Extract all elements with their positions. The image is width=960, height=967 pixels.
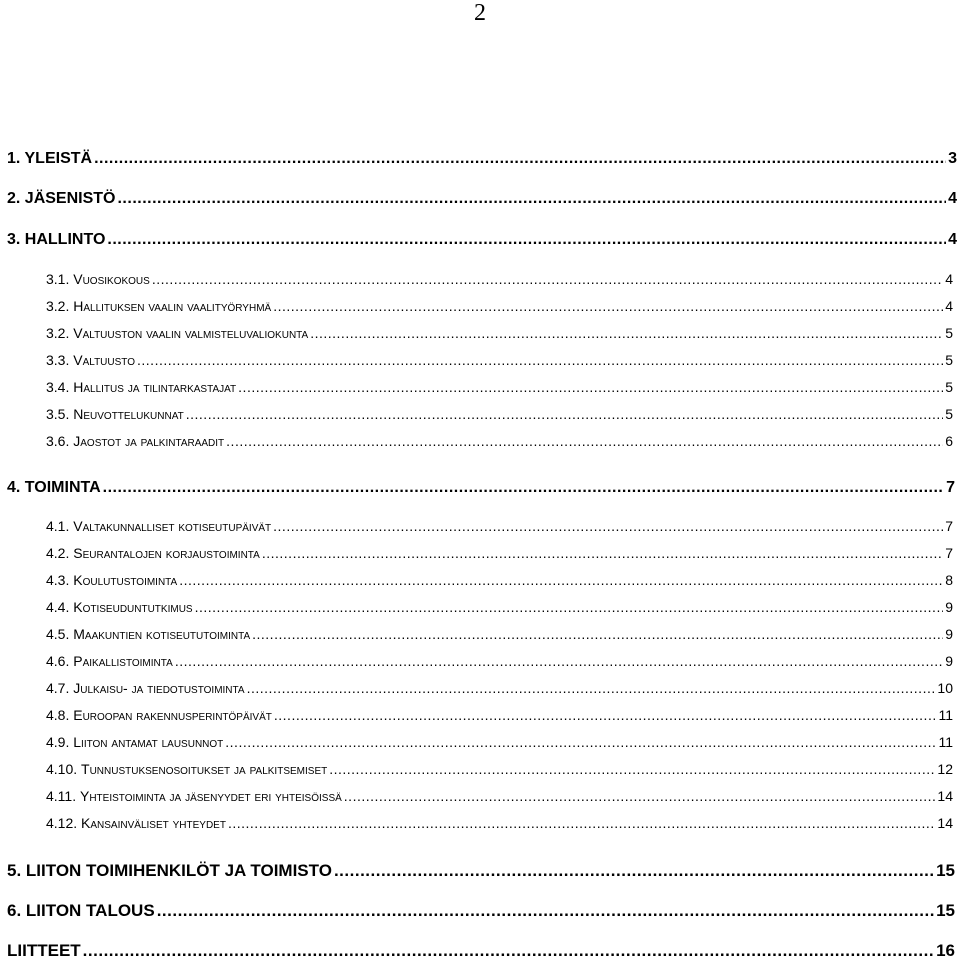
toc-title: Maakuntien kotiseututoiminta bbox=[73, 626, 251, 642]
toc-entry-liitteet[interactable] bbox=[7, 941, 955, 967]
toc-entry-3-3[interactable] bbox=[46, 352, 953, 378]
toc-title: HALLINTO bbox=[24, 231, 106, 248]
toc-title: Valtuusto bbox=[73, 352, 136, 368]
toc-page: 11 bbox=[938, 734, 953, 750]
toc-leader bbox=[274, 707, 937, 723]
toc-page: 5 bbox=[945, 379, 953, 395]
toc-title: Neuvottelukunnat bbox=[73, 406, 184, 422]
toc-title: Hallituksen vaalin vaalityöryhmä bbox=[73, 298, 272, 314]
toc-title: Kotiseuduntutkimus bbox=[73, 599, 193, 615]
toc-entry-4-4[interactable] bbox=[46, 599, 953, 625]
toc-page: 4 bbox=[945, 298, 953, 314]
toc-entry-1[interactable] bbox=[7, 150, 957, 176]
toc-entry-3-1[interactable] bbox=[46, 271, 953, 297]
toc-page: 14 bbox=[937, 788, 953, 804]
toc-entry-4-2[interactable] bbox=[46, 545, 953, 571]
toc-leader bbox=[175, 653, 943, 669]
toc-leader bbox=[238, 379, 943, 395]
toc-entry-2[interactable] bbox=[7, 190, 957, 216]
toc-entry-6[interactable] bbox=[7, 901, 955, 927]
toc-leader bbox=[273, 518, 943, 534]
toc-number: 2. bbox=[7, 190, 21, 207]
toc-number: 1. bbox=[7, 150, 21, 167]
toc-leader bbox=[103, 479, 944, 497]
toc-number: 4.1. bbox=[46, 518, 70, 534]
toc-page: 12 bbox=[937, 761, 953, 777]
toc-number: 3.2. bbox=[46, 298, 70, 314]
toc-number: 4. bbox=[7, 479, 21, 496]
toc-title: Jaostot ja palkintaraadit bbox=[73, 433, 225, 449]
toc-leader bbox=[329, 761, 935, 777]
toc-number: 4.12. bbox=[46, 815, 78, 831]
toc-leader bbox=[152, 271, 943, 287]
toc-title: Paikallistoiminta bbox=[73, 653, 173, 669]
toc-entry-4-8[interactable] bbox=[46, 707, 953, 733]
toc-number: 4.5. bbox=[46, 626, 70, 642]
toc-entry-4-3[interactable] bbox=[46, 572, 953, 598]
toc-entry-4-5[interactable] bbox=[46, 626, 953, 652]
toc-number: 4.11. bbox=[46, 788, 77, 804]
toc-number: 4.2. bbox=[46, 545, 70, 561]
toc-leader bbox=[334, 861, 934, 881]
toc-title: LIITON TALOUS bbox=[25, 901, 155, 920]
toc-entry-4-9[interactable] bbox=[46, 734, 953, 760]
toc-page: 3 bbox=[948, 150, 957, 167]
toc-number: 4.10. bbox=[46, 761, 78, 777]
toc-entry-4[interactable] bbox=[7, 479, 955, 505]
toc-title: Valtuuston vaalin valmisteluvaliokunta bbox=[73, 325, 309, 341]
page-number: 2 bbox=[474, 0, 486, 26]
toc-title: Kansainväliset yhteydet bbox=[81, 815, 226, 831]
toc-number: 3.1. bbox=[46, 271, 70, 287]
toc-title: TOIMINTA bbox=[24, 479, 101, 496]
toc-number: 3.6. bbox=[46, 433, 70, 449]
toc-leader bbox=[117, 190, 946, 208]
toc-page: 5 bbox=[945, 325, 953, 341]
toc-leader bbox=[137, 352, 943, 368]
toc-page: 7 bbox=[945, 545, 953, 561]
toc-page: 9 bbox=[945, 653, 953, 669]
toc-title: Tunnustuksenosoitukset ja palkitsemiset bbox=[81, 761, 328, 777]
toc-number: 5. bbox=[7, 861, 22, 880]
toc-page: 6 bbox=[945, 433, 953, 449]
toc-number: 4.6. bbox=[46, 653, 70, 669]
toc-entry-3-4[interactable] bbox=[46, 379, 953, 405]
toc-page: 15 bbox=[936, 861, 955, 880]
toc-title: Liiton antamat lausunnot bbox=[73, 734, 224, 750]
toc-leader bbox=[94, 150, 946, 168]
toc-entry-4-12[interactable] bbox=[46, 815, 953, 841]
toc-leader bbox=[83, 941, 934, 961]
toc-title: Yhteistoiminta ja jäsenyydet eri yhteisöissä bbox=[80, 788, 342, 804]
toc-entry-4-10[interactable] bbox=[46, 761, 953, 787]
toc-entry-4-7[interactable] bbox=[46, 680, 953, 706]
toc-title: LIITON TOIMIHENKILÖT JA TOIMISTO bbox=[25, 861, 332, 880]
toc-number: 3.5. bbox=[46, 406, 70, 422]
toc-page: 7 bbox=[946, 479, 955, 496]
toc-title: Koulutustoiminta bbox=[73, 572, 178, 588]
toc-leader bbox=[310, 325, 943, 341]
toc-leader bbox=[273, 298, 943, 314]
toc-page: 11 bbox=[938, 707, 953, 723]
toc-title: Vuosikokous bbox=[73, 271, 150, 287]
toc-page: 15 bbox=[936, 901, 955, 920]
toc-number: 4.7. bbox=[46, 680, 70, 696]
toc-number: 6. bbox=[7, 901, 22, 920]
toc-number: 4.9. bbox=[46, 734, 70, 750]
toc-number: 3. bbox=[7, 231, 21, 248]
toc-leader bbox=[226, 433, 943, 449]
toc-page: 5 bbox=[945, 352, 953, 368]
toc-title: LIITTEET bbox=[7, 941, 81, 960]
toc-number: 3.3. bbox=[46, 352, 70, 368]
toc-page: 9 bbox=[945, 599, 953, 615]
toc-leader bbox=[225, 734, 936, 750]
toc-number: 3.2. bbox=[46, 325, 70, 341]
toc-page: 8 bbox=[945, 572, 953, 588]
toc-leader bbox=[344, 788, 936, 804]
toc-title: Valtakunnalliset kotiseutupäivät bbox=[73, 518, 272, 534]
toc-entry-3-6[interactable] bbox=[46, 433, 953, 459]
toc-title: Seurantalojen korjaustoiminta bbox=[73, 545, 260, 561]
toc-leader bbox=[252, 626, 943, 642]
toc-leader bbox=[157, 901, 934, 921]
toc-entry-3[interactable] bbox=[7, 231, 957, 257]
toc-leader bbox=[247, 680, 936, 696]
toc-entry-4-1[interactable] bbox=[46, 518, 953, 544]
toc-entry-3-5[interactable] bbox=[46, 406, 953, 432]
toc-page: 14 bbox=[937, 815, 953, 831]
toc-number: 3.4. bbox=[46, 379, 70, 395]
toc-entry-5[interactable] bbox=[7, 861, 955, 887]
toc-title: Hallitus ja tilintarkastajat bbox=[73, 379, 237, 395]
toc-leader bbox=[107, 231, 946, 249]
toc-leader bbox=[262, 545, 943, 561]
toc-title: YLEISTÄ bbox=[24, 150, 93, 167]
toc-title: Euroopan rakennusperintöpäivät bbox=[73, 707, 272, 723]
toc-number: 4.8. bbox=[46, 707, 70, 723]
toc-page: 7 bbox=[945, 518, 953, 534]
toc-page: 16 bbox=[936, 941, 955, 960]
toc-page: 4 bbox=[948, 190, 957, 207]
toc-page: 5 bbox=[945, 406, 953, 422]
toc-leader bbox=[186, 406, 943, 422]
toc-leader bbox=[195, 599, 944, 615]
toc-number: 4.4. bbox=[46, 599, 70, 615]
toc-title: Julkaisu- ja tiedotustoiminta bbox=[73, 680, 245, 696]
toc-entry-4-6[interactable] bbox=[46, 653, 953, 679]
toc-title: JÄSENISTÖ bbox=[24, 190, 116, 207]
toc-entry-3-2b[interactable] bbox=[46, 325, 953, 351]
toc-page: 4 bbox=[948, 231, 957, 248]
toc-entry-3-2a[interactable] bbox=[46, 298, 953, 324]
toc-number: 4.3. bbox=[46, 572, 70, 588]
toc-entry-4-11[interactable] bbox=[46, 788, 953, 814]
toc-page: 4 bbox=[945, 271, 953, 287]
toc-leader bbox=[228, 815, 935, 831]
toc-leader bbox=[179, 572, 943, 588]
toc-page: 9 bbox=[945, 626, 953, 642]
toc-page: 10 bbox=[937, 680, 953, 696]
